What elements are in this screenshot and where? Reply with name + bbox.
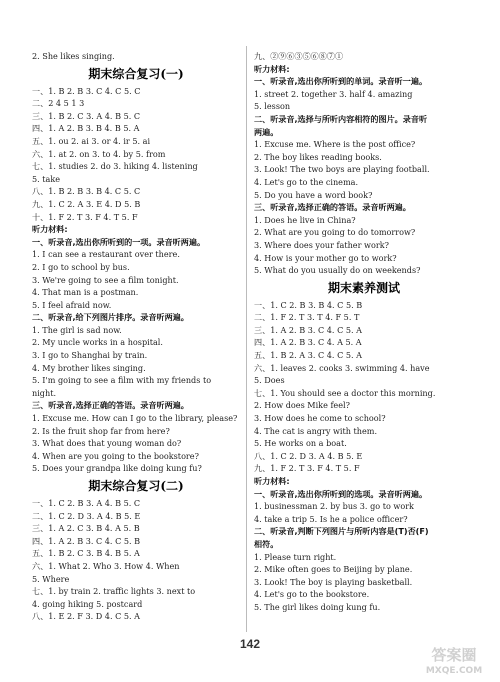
answer-line: 1. I can see a restaurant over there. <box>32 249 180 260</box>
answer-line: 5. I'm going to see a film with my friends to <box>32 375 212 386</box>
watermark-logo-icon <box>414 640 494 678</box>
answer-line: 2. The boy likes reading books. <box>254 151 382 162</box>
answer-line: 三、1. A 2. C 3. B 4. A 5. B <box>32 523 140 534</box>
answer-line: 4. My brother likes singing. <box>32 362 146 373</box>
answer-line: 4. Let's go to the cinema. <box>254 176 359 187</box>
answer-line: 七、1. by train 2. traffic lights 3. next to <box>32 586 196 597</box>
answer-line: 十、1. F 2. T 3. F 4. T 5. F <box>32 211 138 222</box>
answer-line: 5. lesson <box>254 101 291 112</box>
answer-line: 三、1. A 2. B 3. C 4. C 5. A <box>254 324 362 335</box>
right-column <box>254 50 474 614</box>
answer-line: 3. How does he come to school? <box>254 413 386 424</box>
answer-line: 九、②⑨⑥③⑤⑥⑧⑦① <box>254 51 344 61</box>
section-title: 期末综合复习(一) <box>88 66 184 81</box>
answer-line: 5. Does your grandpa like doing kung fu? <box>32 463 202 474</box>
section-heading: 二、听录音,判断下列图片与所听内容是(T)否(F) <box>254 526 429 537</box>
answer-line: 五、1. ou 2. ai 3. or 4. ir 5. ai <box>32 135 151 146</box>
answer-line: 4. Let's go to the bookstore. <box>254 589 370 600</box>
answer-line: 3. What does that young woman do? <box>32 438 182 449</box>
answer-line: 2. What are you going to do tomorrow? <box>254 227 416 238</box>
answer-line: 5. Does <box>254 375 285 386</box>
answer-line: 2. Mike often goes to Beijing by plane. <box>254 564 413 575</box>
answer-line: 3. I go to Shanghai by train. <box>32 350 148 361</box>
answer-line: 5. I feel afraid now. <box>32 299 112 310</box>
answer-line: 2. I go to school by bus. <box>32 261 130 272</box>
answer-line: 4. How is your mother go to work? <box>254 252 397 263</box>
answer-line: 5. He works on a boat. <box>254 438 347 449</box>
answer-line: 1. Please turn right. <box>254 551 337 562</box>
answer-line: 六、1. leaves 2. cooks 3. swimming 4. have <box>254 362 430 373</box>
answer-line: 五、1. B 2. C 3. B 4. B 5. A <box>32 548 140 559</box>
answer-line: 3. Where does your father work? <box>254 239 389 250</box>
section-heading: 听力材料: <box>254 476 290 486</box>
answer-line: 2. Is the fruit shop far from here? <box>32 425 170 436</box>
column-divider <box>246 46 247 632</box>
answer-line: 5. Where <box>32 573 70 584</box>
section-heading: 听力材料: <box>32 224 68 235</box>
section-heading: 三、听录音,选择正确的答语。录音听两遍。 <box>254 202 411 213</box>
answer-line: 5. take <box>32 173 61 184</box>
answer-line: 1. street 2. together 3. half 4. amazing <box>254 88 413 99</box>
answer-line: 3. We're going to see a film tonight. <box>32 274 179 285</box>
answer-line: night. <box>32 387 57 398</box>
answer-line: 八、1. C 2. D 3. A 4. B 5. E <box>254 450 363 461</box>
answer-line: 4. take a trip 5. Is he a police officer? <box>254 513 408 524</box>
watermark-text-top: 答案圈 <box>431 646 477 664</box>
answer-line: 七、1. You should see a doctor this morning. <box>254 387 436 398</box>
section-heading: 相符。 <box>254 538 279 549</box>
section-heading: 一、听录音,选出你所听到的一项。录音听两遍。 <box>32 236 206 247</box>
section-heading: 一、听录音,选出你所听到的选项。录音听两遍。 <box>254 488 428 499</box>
section-heading: 二、听录音,选择与所听内容相符的图片。录音听 <box>254 113 428 124</box>
section-title: 期末综合复习(二) <box>88 479 184 493</box>
answer-line: 4. going hiking 5. postcard <box>32 598 143 609</box>
answer-line: 4. The cat is angry with them. <box>254 425 378 436</box>
section-heading: 二、听录音,给下列图片排序。录音听两遍。 <box>32 312 189 323</box>
answer-line: 4. That man is a postman. <box>32 287 139 298</box>
answer-line: 1. businessman 2. by bus 3. go to work <box>254 501 414 512</box>
answer-line: 1. Does he live in China? <box>254 214 356 225</box>
section-heading: 听力材料: <box>254 63 290 74</box>
page-number: 142 <box>239 637 261 651</box>
answer-line: 3. Look! The two boys are playing football. <box>254 164 430 175</box>
watermark-text-bottom: MXQE.COM <box>425 666 483 676</box>
section-heading: 一、听录音,选出你所听到的单词。录音听一遍。 <box>254 76 428 87</box>
section-heading: 三、听录音,选择正确的答语。录音听两遍。 <box>32 400 189 411</box>
answer-line: 4. When are you going to the bookstore? <box>32 450 199 461</box>
answer-line: 二、2 4 5 1 3 <box>32 98 85 109</box>
answer-line: 5. The girl likes doing kung fu. <box>254 601 381 612</box>
answer-line: 八、1. E 2. F 3. D 4. C 5. A <box>32 611 141 622</box>
answer-line: 2. How does Mike feel? <box>254 400 350 411</box>
section-title: 期末素养测试 <box>327 280 400 295</box>
answer-line: 5. What do you usually do on weekends? <box>254 265 421 276</box>
answer-line: 五、1. B 2. A 3. C 4. C 5. A <box>254 350 362 361</box>
answer-line: 2. My uncle works in a hospital. <box>32 337 163 348</box>
answer-line: 1. Excuse me. How can I go to the library, please? <box>32 413 238 424</box>
answer-line: 一、1. B 2. B 3. C 4. C 5. C <box>32 85 141 96</box>
left-column <box>32 50 240 623</box>
answer-line: 1. Excuse me. Where is the post office? <box>254 139 416 150</box>
answer-line: 3. Look! The boy is playing basketball. <box>254 576 413 587</box>
answer-line: 七、1. studies 2. do 3. hiking 4. listening <box>32 161 198 172</box>
answer-line: 八、1. B 2. B 3. B 4. C 5. C <box>32 186 141 197</box>
answer-line: 六、1. at 2. on 3. to 4. by 5. from <box>32 148 166 159</box>
watermark-logo <box>414 640 494 678</box>
answer-line: 四、1. A 2. B 3. C 4. A 5. A <box>254 337 362 348</box>
answer-line: 四、1. A 2. B 3. B 4. B 5. A <box>32 123 140 134</box>
answer-line: 二、1. F 2. T 3. T 4. F 5. T <box>254 312 360 323</box>
answer-line: 2. She likes singing. <box>32 51 115 61</box>
answer-line: 九、1. C 2. A 3. E 4. D 5. B <box>32 198 141 209</box>
answer-line: 一、1. C 2. B 3. A 4. B 5. C <box>32 498 141 508</box>
section-heading: 两遍。 <box>254 126 279 137</box>
answer-line: 5. Do you have a word book? <box>254 189 373 200</box>
answer-line: 1. The girl is sad now. <box>32 324 122 335</box>
answer-line: 六、1. What 2. Who 3. How 4. When <box>32 560 180 571</box>
answer-line: 三、1. B 2. C 3. A 4. B 5. C <box>32 110 141 121</box>
answer-line: 一、1. C 2. B 3. B 4. C 5. B <box>254 299 363 310</box>
answer-line: 九、1. F 2. T 3. F 4. T 5. F <box>254 463 360 474</box>
answer-line: 四、1. A 2. B 3. C 4. C 5. B <box>32 535 141 546</box>
answer-line: 二、1. C 2. D 3. A 4. B 5. E <box>32 510 141 521</box>
